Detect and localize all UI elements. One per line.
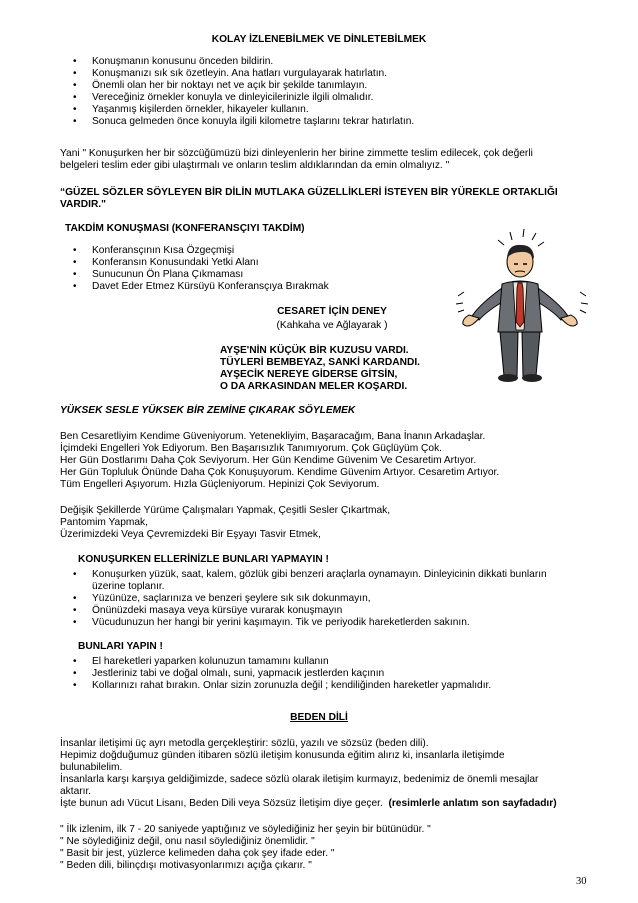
yani-line-1: Yani " Konuşurken her bir sözcüğümüzü bizi dinleyenlerin her birine zimmette teslim edilecek, çok değerli	[60, 148, 533, 159]
list-item: • Vücudunuzun her hangi bir yerini kaşımayın. Tik ve periyodik hareketlerden sakının.	[60, 617, 600, 629]
quote-line: " İlk izlenim, ilk 7 - 20 saniyede yaptığınız ve söylediğiniz her şeyin bir bütünüdür. "	[60, 824, 431, 835]
list-item: • Konferansçının Kısa Özgeçmişi	[60, 245, 420, 257]
poem-line: O DA ARKASINDAN MELER KOŞARDI.	[220, 381, 408, 392]
guzel-line-2: VARDIR."	[60, 199, 106, 210]
list-item: • Sunucunun Ön Plana Çıkmaması	[60, 269, 420, 281]
quote-line: " Beden dili, bilinçdışı motivasyonlarımızı açığa çıkarır. "	[60, 860, 312, 871]
isim-note: (resimlerle anlatım son sayfadadır)	[388, 798, 557, 809]
page-title: KOLAY İZLENEBİLMEK VE DİNLETEBİLMEK	[211, 34, 427, 45]
list-item	[60, 569, 600, 593]
cesaret-subheading: (Kahkaha ve Ağlayarak )	[276, 320, 388, 331]
affirmation-line: Ben Cesaretliyim Kendime Güveniyorum. Yetenekliyim, Başaracağım, Bana İnanın Arkadaşlar.	[60, 431, 486, 442]
dont-heading: KONUŞURKEN ELLERİNİZLE BUNLARI YAPMAYIN !	[78, 554, 329, 565]
list-item-line: üzerine toplanır.	[92, 581, 165, 592]
list-item: • Konferansın Konusundaki Yetki Alanı	[60, 257, 420, 269]
list-item: • Vereceğiniz örnekler konuyla ve dinleyicilerinizle ilgili olmalıdır.	[60, 92, 580, 104]
page-number: 30	[576, 876, 587, 887]
list-item: • Kollarınızı rahat bırakın. Onlar sizin zorunuzla değil ; kendiliğinden hareketler yapmalıdır.	[60, 680, 600, 692]
man-shrugging-illustration	[452, 226, 592, 386]
affirmation-line: Her Gün Dostlarımı Daha Çok Seviyorum. Her Gün Kendime Güvenim Ve Cesaretim Artıyor.	[60, 455, 477, 466]
affirmation-line: Her Gün Topluluk Önünde Daha Çok Konuşuyorum. Kendime Güvenim Artıyor. Cesaretim Artıyor.	[60, 467, 500, 478]
quote-line: " Ne söylediğiniz değil, onu nasıl söylediğiniz önemlidir. "	[60, 836, 315, 847]
do-heading: BUNLARI YAPIN !	[78, 641, 163, 652]
list-item: • Yüzünüze, saçlarınıza ve benzeri şeylere sık sık dokunmayın,	[60, 593, 600, 605]
affirmation-line: Tüm Engelleri Aşıyorum. Hızla Güçleniyorum. Hepinizi Çok Seviyorum.	[60, 479, 380, 490]
quote-line: " Basit bir jest, yüzlerce kelimeden daha çok şey ifade eder. "	[60, 848, 335, 859]
beden-line: İnsanlarla karşı karşıya geldiğimizde, sadece sözlü olarak iletişim kurmayız, bedenimiz de önemli mesajlar	[60, 774, 539, 785]
list-item-line: Konuşurken yüzük, saat, kalem, gözlük gibi benzeri araçlarla oynamayın. Dinleyicinin dikkati bunların	[92, 569, 547, 580]
cesaret-heading: CESARET İÇİN DENEY	[277, 306, 387, 317]
poem-line: AYŞECİK NEREYE GİDERSE GİTSİN,	[220, 369, 398, 380]
dont-bullet-list	[60, 569, 600, 629]
beden-line: Hepimiz doğduğumuz günden itibaren sözlü iletişim konusunda eğitim alırız ki, insanlarla iletişimde	[60, 750, 505, 761]
list-item: • El hareketleri yaparken kolunuzun tamamını kullanın	[60, 656, 600, 668]
beden-line: bulunabilelim.	[60, 762, 123, 773]
list-item: • Sonuca gelmeden önce konuyla ilgili kilometre taşlarını tekrar hatırlatın.	[60, 116, 580, 128]
list-item: • Davet Eder Etmez Kürsüyü Konferansçıya Bırakmak	[60, 281, 420, 293]
beden-line: aktarır.	[60, 786, 92, 797]
list-item: • Jestleriniz tabi ve doğal olmalı, suni, yapmacık jestlerden kaçının	[60, 668, 600, 680]
poem-line: AYŞE'NİN KÜÇÜK BİR KUZUSU VARDI.	[220, 345, 409, 356]
list-item: • Önemli olan her bir noktayı net ve açık bir şekilde tanımlayın.	[60, 80, 580, 92]
exercise-line: Değişik Şekillerde Yürüme Çalışmaları Yapmak, Çeşitli Sesler Çıkartmak,	[60, 505, 391, 516]
exercise-line: Üzerimizdeki Veya Çevremizdeki Bir Eşyayı Tasvir Etmek,	[60, 529, 321, 540]
yani-line-2: belgeleri teslim eder gibi ulaştırmalı ve onların teslim aldıklarından da emin olmalıyız. "	[60, 160, 450, 171]
yuksek-heading: YÜKSEK SESLE YÜKSEK BİR ZEMİNE ÇIKARAK SÖYLEMEK	[60, 405, 356, 416]
beden-line: İnsanlar iletişimi üç ayrı metodla gerçekleştirir: sözlü, yazılı ve sözsüz (beden dili).	[60, 738, 429, 749]
poem-line: TÜYLERİ BEMBEYAZ, SANKİ KARDANDI.	[220, 357, 420, 368]
takdim-heading: TAKDİM KONUŞMASI (KONFERANSÇIYI TAKDİM)	[65, 223, 305, 234]
list-item: • Önünüzdeki masaya veya kürsüye vurarak konuşmayın	[60, 605, 600, 617]
exercise-line: Pantomim Yapmak,	[60, 517, 148, 528]
isim-text: İşte bunun adı Vücut Lisanı, Beden Dili veya Sözsüz İletişim diye geçer.	[60, 798, 383, 809]
list-item: • Konuşmanızı sık sık özetleyin. Ana hatları vurgulayarak hatırlatın.	[60, 68, 580, 80]
list-item: • Konuşmanın konusunu önceden bildirin.	[60, 56, 580, 68]
isim-line	[60, 798, 595, 810]
intro-bullet-list	[60, 56, 580, 128]
list-item: • Yaşanmış kişilerden örnekler, hikayeler kullanın.	[60, 104, 580, 116]
guzel-line-1: “GÜZEL SÖZLER SÖYLEYEN BİR DİLİN MUTLAKA GÜZELLİKLERİ İSTEYEN BİR YÜREKLE ORTAKLIĞI	[60, 187, 558, 198]
beden-heading: BEDEN DİLİ	[290, 712, 348, 723]
affirmation-line: İçimdeki Engelleri Yok Ediyorum. Ben Başarısızlık Tanımıyorum. Çok Güçlüyüm Çok.	[60, 443, 442, 454]
takdim-bullet-list	[60, 245, 420, 293]
do-bullet-list	[60, 656, 600, 692]
